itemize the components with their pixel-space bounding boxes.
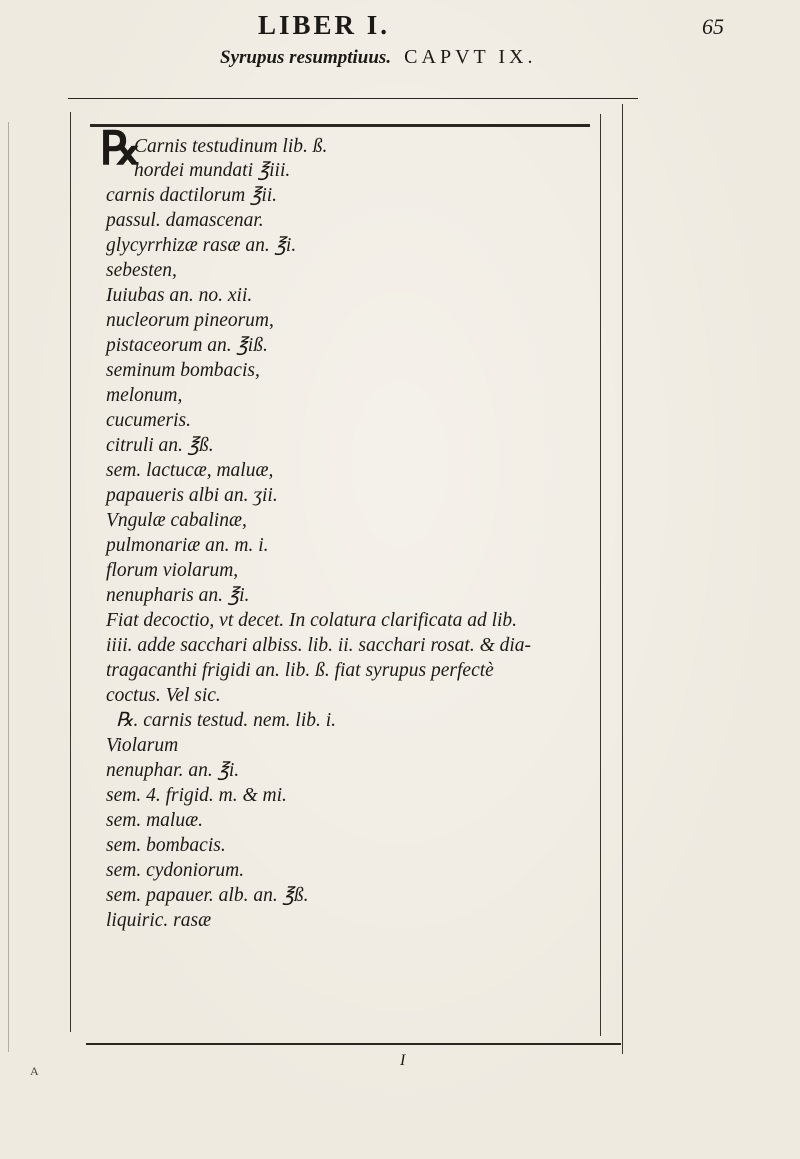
bottom-rule — [86, 1043, 621, 1045]
top-rule — [68, 98, 638, 99]
inner-top-rule — [90, 124, 590, 127]
recipe-line: nucleorum pineorum, — [106, 310, 274, 331]
recipe-line: nenupharis an. ℥i. — [106, 585, 250, 606]
recipe-line: passul. damascenar. — [106, 210, 264, 231]
left-frame-line — [70, 112, 71, 1032]
recipe-line: sem. bombacis. — [106, 835, 226, 856]
right-frame-line — [600, 114, 601, 1036]
recipe-line: Violarum — [106, 735, 179, 756]
recipe-line: melonum, — [106, 385, 183, 406]
recipe-line: liquiric. rasæ — [106, 910, 212, 931]
recipe-line: sem. 4. frigid. m. & mi. — [106, 785, 287, 806]
running-head — [0, 6, 800, 46]
recipe-line: carnis dactilorum ℥ii. — [106, 185, 278, 206]
recipe-line: seminum bombacis, — [106, 360, 260, 381]
recipe-line: Fiat decoctio, vt decet. In colatura clarificata ad lib. — [106, 610, 518, 631]
recipe-line: coctus. Vel sic. — [106, 685, 221, 706]
book-label: LIBER I. — [258, 10, 391, 40]
recipe-line: Carnis testudinum lib. ß. — [134, 136, 328, 157]
recipe-line: florum violarum, — [106, 560, 239, 581]
chapter-number: CAPVT IX. — [404, 46, 537, 68]
recipe-line: glycyrrhizæ rasæ an. ℥i. — [106, 235, 297, 256]
chapter-title: Syrupus resumptiuus. — [220, 47, 392, 68]
recipe-line: pulmonariæ an. m. i. — [106, 535, 269, 556]
recipe-line: sem. papauer. alb. an. ℥ß. — [106, 885, 309, 906]
outer-right-frame-line — [622, 104, 623, 1054]
recipe-line: sem. maluæ. — [106, 810, 203, 831]
recipe-line: sebesten, — [106, 260, 177, 281]
page-number: 65 — [702, 14, 724, 39]
recipe-line: citruli an. ℥ß. — [106, 435, 214, 456]
recipe-line: nenuphar. an. ℥i. — [106, 760, 240, 781]
recipe-line: papaueris albi an. ʒii. — [106, 485, 278, 506]
recipe-line: sem. lactucæ, maluæ, — [106, 460, 274, 481]
recipe-line: hordei mundati ℥iii. — [134, 160, 291, 181]
recipe-symbol: ℞ — [100, 123, 142, 174]
recipe-line: cucumeris. — [106, 410, 192, 431]
recipe-line: pistaceorum an. ℥iß. — [106, 335, 268, 356]
page-edge-line — [8, 122, 9, 1052]
recipe-line: sem. cydoniorum. — [106, 860, 245, 881]
recipe-line: Iuiubas an. no. xii. — [106, 285, 253, 306]
signature-mark: I — [400, 1052, 406, 1069]
recipe-line: ℞. carnis testud. nem. lib. i. — [116, 710, 337, 731]
chapter-heading — [220, 46, 640, 80]
recipe-line: iiii. adde sacchari albiss. lib. ii. sacchari rosat. & dia- — [106, 635, 532, 656]
recipe-line: Vngulæ cabalinæ, — [106, 510, 247, 531]
corner-mark: A — [30, 1064, 39, 1078]
recipe-line: tragacanthi frigidi an. lib. ß. fiat syrupus perfectè — [106, 660, 494, 681]
